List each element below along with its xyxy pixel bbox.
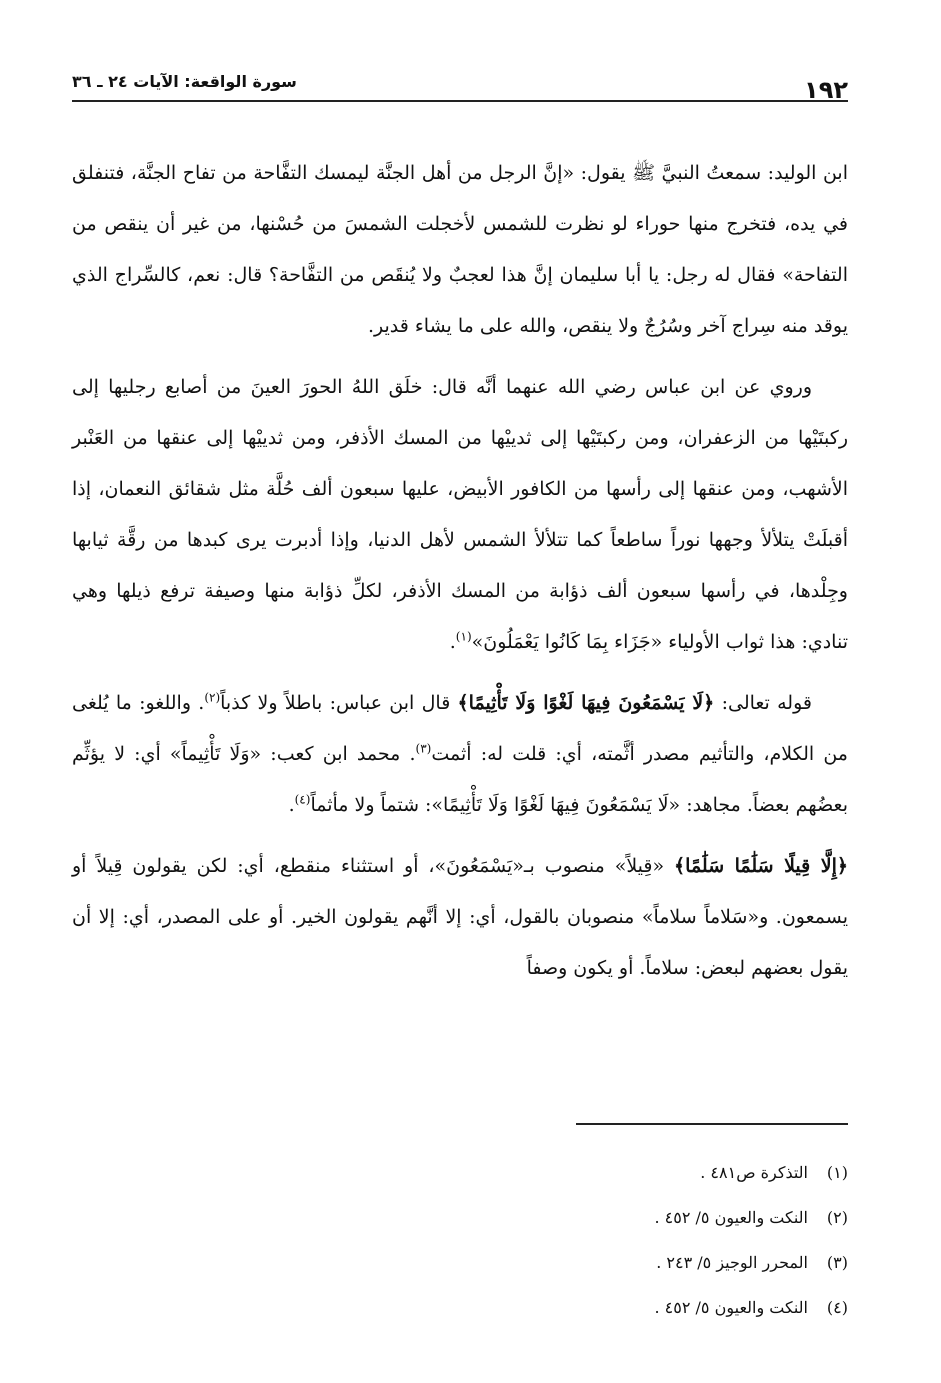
footnote-number: (٤) [826,1298,848,1317]
footnote-text: التذكرة ص٤٨١ . [700,1163,808,1182]
header-divider [72,100,848,102]
footnote-text: المحرر الوجيز ٥/ ٢٤٣ . [656,1253,808,1272]
page-number: ١٩٢ [804,76,848,104]
footnote-divider [576,1123,848,1125]
footnote-ref-2[interactable]: (٢) [204,690,221,705]
paragraph-2: وروي عن ابن عباس رضي الله عنهما أنَّه قال: خلَق اللهُ الحورَ العينَ من أصابع رجليها إلى ركبتَيْها من الزعفران، ومن ركبتَيْها إلى ثدييْها من المسك الأذفر، ومن ثدييْها إلى عنقها من العَنْبر الأشهب، ومن عنقها إلى رأسها من الكافور الأبيض، عليها سبعون ألف حُلَّة مثل شقائق النعمان، إذا أقبلَتْ يتلألأ وجهها نوراً ساطعاً كما تتلألأ الشمس لأهل الدنيا، وإذا أدبرت يرى كبدها من رقَّة ثيابها وجِلْدها، في رأسها سبعون ألف ذؤابة من المسك الأذفر، لكلِّ ذؤابة منها وصيفة ترفع ذيلها وهي تنادي: هذا ثواب الأولياء «جَزَاء بِمَا كَانُوا يَعْمَلُونَ»$^{(١)}$. [72,376,848,653]
footnote-text: النكت والعيون ٥/ ٤٥٢ . [654,1208,808,1227]
footnote-number: (٢) [826,1208,848,1227]
quran-verse: ﴿لَا يَسْمَعُونَ فِيهَا لَغْوًا وَلَا تَأْثِيمًا﴾ [457,692,715,714]
paragraph-4: ﴿إِلَّا قِيلًا سَلَٰمًا سَلَٰمًا﴾ «قِيلاً» منصوب بـ«يَسْمَعُونَ»، أو استثناء منقطع، أي: لكن يقولون قِيلاً أو يسمعون. و«سَلاماً سلاماً» منصوبان بالقول، أي: إلا أنَّهم يقولون الخير. أو على المصدر، أي: إلا أن يقول بعضهم لبعض: سلاماً. أو يكون وصفاً [72,855,848,979]
footnote-number: (١) [826,1163,848,1182]
footnotes [148,1150,848,1330]
footnote-item [148,1150,848,1195]
footnote-item [148,1195,848,1240]
footnote-ref-1[interactable]: (١) [455,629,472,644]
footnote-ref-4[interactable]: (٤) [294,792,311,807]
page-header [72,66,848,102]
footnote-number: (٣) [826,1253,848,1272]
paragraph-3: قوله تعالى: ﴿لَا يَسْمَعُونَ فِيهَا لَغْوًا وَلَا تَأْثِيمًا﴾ قال ابن عباس: باطلاً ولا كذباً$^{(٢)}$. واللغو: ما يُلغى من الكلام، والتأثيم مصدر أثَّمته، أي: قلت له: أثمت$^{(٣)}$. محمد ابن كعب: «وَلَا تَأْثِيماً» أي: لا يؤثِّم بعضُهم بعضاً. مجاهد: «لَا يَسْمَعُونَ فِيهَا لَغْوًا وَلَا تَأْثِيمًا»: شتماً ولا مأثماً$^{(٤)}$. [72,690,848,816]
paragraph-1: ابن الوليد: سمعتُ النبيَّ ﷺ يقول: «إنَّ الرجل من أهل الجنَّة ليمسك التفَّاحة من تفاح الجنَّة، فتنفلق في يده، فتخرج منها حوراء لو نظرت للشمس لأخجلت الشمسَ من حُسْنها، من غير أن ينقص من التفاحة» فقال له رجل: يا أبا سليمان إنَّ هذا لعجبٌ ولا يُنقَص من التفَّاحة؟ قال: نعم، كالسِّراج الذي يوقد منه سِراج آخر وسُرُجٌ ولا ينقص، والله على ما يشاء قدير. [72,162,848,337]
footnote-ref-3[interactable]: (٣) [415,741,432,756]
footnote-item [148,1240,848,1285]
footnote-text: النكت والعيون ٥/ ٤٥٢ . [654,1298,808,1317]
footnote-item [148,1285,848,1330]
quran-verse: ﴿إِلَّا قِيلًا سَلَٰمًا سَلَٰمًا﴾ [674,855,848,877]
running-title: سورة الواقعة: الآيات ٢٤ ـ ٣٦ [72,72,297,91]
main-text [72,148,848,1004]
